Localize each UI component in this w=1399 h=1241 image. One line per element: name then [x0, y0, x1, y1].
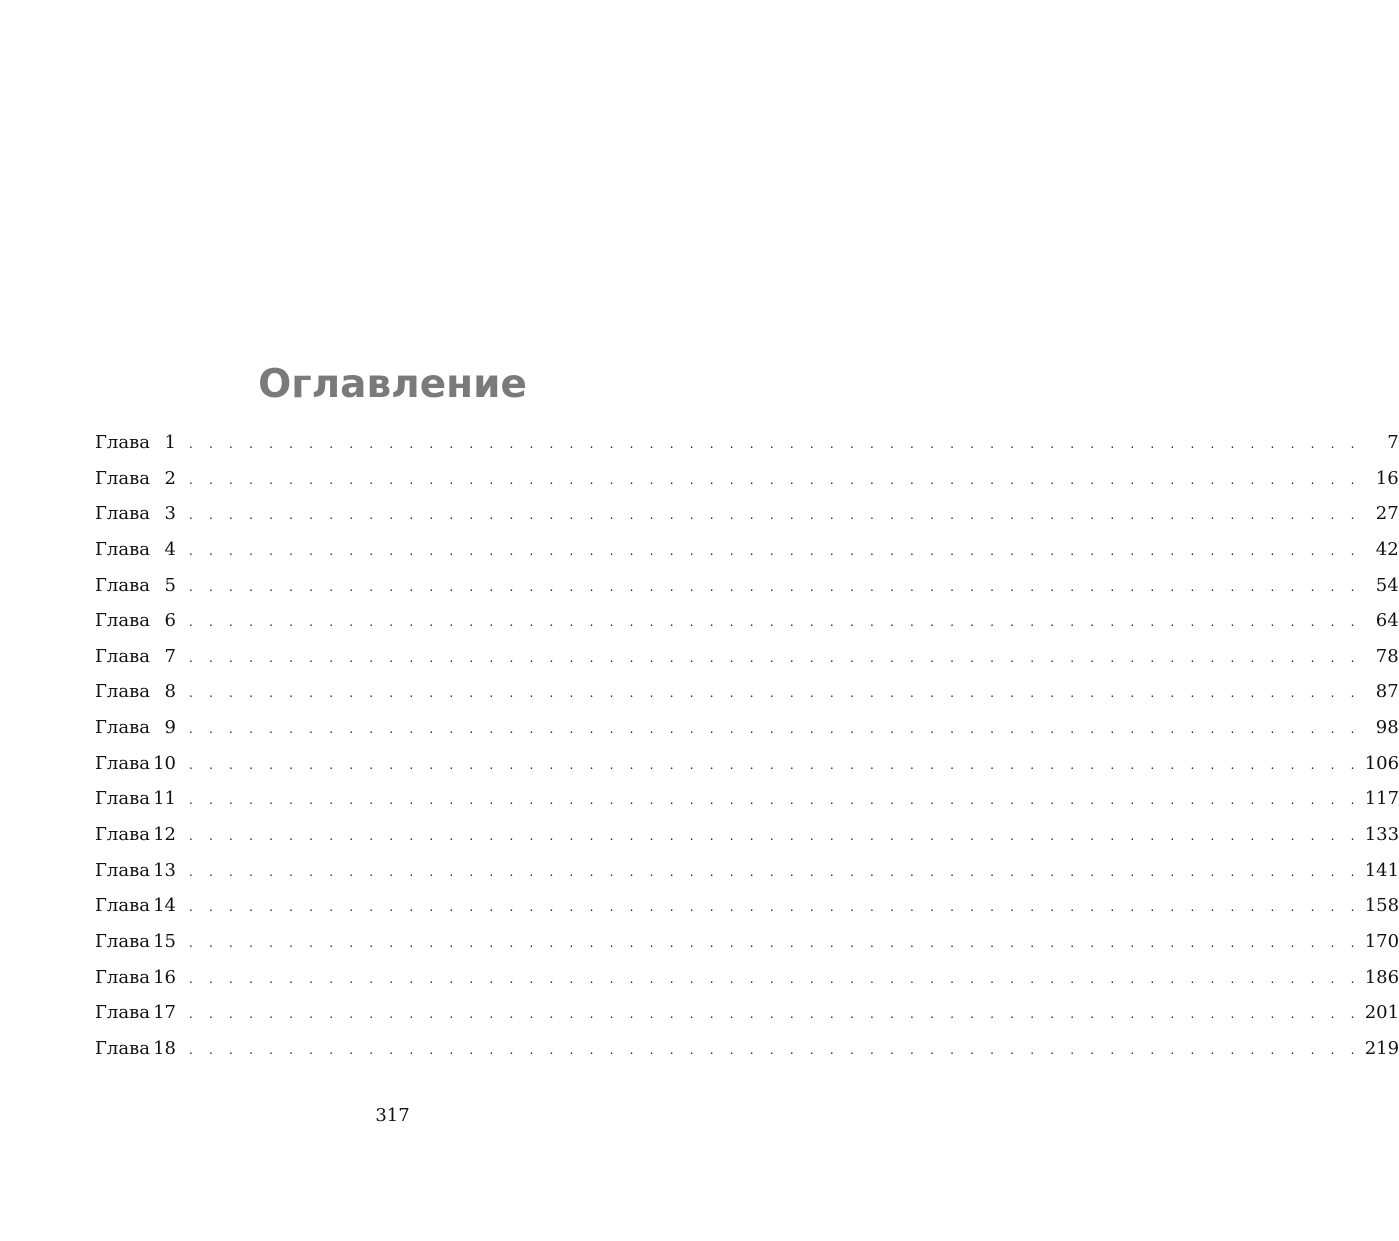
chapter-label: Глава [95, 574, 150, 596]
toc-entry[interactable] [95, 1037, 1399, 1074]
dot-leader: . . . . . . . . . . . . . . . . . . . . . . . . . . . . . . . . . . . . . . . . . . . . . . . . . . . . . . . . . . . [189, 722, 1361, 737]
chapter-number: 12 [153, 824, 176, 846]
page-number: 54 [1375, 574, 1399, 596]
toc-entry[interactable] [95, 467, 1399, 504]
dot-leader: . . . . . . . . . . . . . . . . . . . . . . . . . . . . . . . . . . . . . . . . . . . . . . . . . . . . . . . . . . . [189, 1007, 1361, 1022]
toc-entry[interactable] [95, 681, 1399, 717]
chapter-label: Глава [95, 610, 150, 632]
chapter-number: 4 [164, 538, 176, 560]
toc-entry[interactable] [95, 610, 1399, 646]
page-number: 7 [1387, 432, 1399, 453]
dot-leader: . . . . . . . . . . . . . . . . . . . . . . . . . . . . . . . . . . . . . . . . . . . . . . . . . . . . . . . . . . . [189, 757, 1361, 772]
chapter-label: Глава [95, 538, 150, 560]
chapter-number: 14 [153, 895, 176, 917]
dot-leader: . . . . . . . . . . . . . . . . . . . . . . . . . . . . . . . . . . . . . . . . . . . . . . . . . . . . . . . . . . . [189, 793, 1361, 808]
page-number: 87 [1375, 681, 1399, 703]
table-of-contents [95, 432, 1399, 1074]
chapter-number: 11 [153, 788, 176, 810]
toc-entry[interactable] [95, 538, 1399, 575]
dot-leader: . . . . . . . . . . . . . . . . . . . . . . . . . . . . . . . . . . . . . . . . . . . . . . . . . . . . . . . . . . . [189, 615, 1361, 630]
chapter-number: 10 [153, 752, 176, 774]
toc-entry[interactable] [95, 717, 1399, 753]
page-folio: 317 [375, 1105, 410, 1126]
page-number: 186 [1364, 966, 1399, 988]
page-number: 158 [1364, 895, 1399, 917]
chapter-label: Глава [95, 930, 150, 952]
page-number: 106 [1364, 752, 1399, 774]
chapter-number: 3 [164, 503, 176, 525]
dot-leader: . . . . . . . . . . . . . . . . . . . . . . . . . . . . . . . . . . . . . . . . . . . . . . . . . . . . . . . . . . . [189, 650, 1361, 665]
chapter-number: 16 [153, 966, 176, 988]
dot-leader: . . . . . . . . . . . . . . . . . . . . . . . . . . . . . . . . . . . . . . . . . . . . . . . . . . . . . . . . . . . [189, 579, 1361, 594]
page-number: 141 [1364, 859, 1399, 881]
dot-leader: . . . . . . . . . . . . . . . . . . . . . . . . . . . . . . . . . . . . . . . . . . . . . . . . . . . . . . . . . . . [189, 686, 1361, 701]
chapter-label: Глава [95, 1002, 150, 1024]
chapter-label: Глава [95, 895, 150, 917]
page-number: 117 [1364, 788, 1399, 810]
chapter-number: 15 [153, 930, 176, 952]
chapter-number: 17 [153, 1002, 176, 1024]
chapter-label: Глава [95, 859, 150, 881]
chapter-number: 7 [164, 645, 176, 667]
page-number: 27 [1375, 503, 1399, 525]
chapter-number: 8 [164, 681, 176, 703]
toc-entry[interactable] [95, 966, 1399, 1003]
dot-leader: . . . . . . . . . . . . . . . . . . . . . . . . . . . . . . . . . . . . . . . . . . . . . . . . . . . . . . . . . . . [189, 1042, 1361, 1057]
page-number: 201 [1364, 1002, 1399, 1024]
dot-leader: . . . . . . . . . . . . . . . . . . . . . . . . . . . . . . . . . . . . . . . . . . . . . . . . . . . . . . . . . . . [189, 472, 1361, 487]
chapter-label: Глава [95, 717, 150, 739]
toc-entry[interactable] [95, 930, 1399, 967]
toc-entry[interactable] [95, 503, 1399, 539]
chapter-label: Глава [95, 824, 150, 846]
dot-leader: . . . . . . . . . . . . . . . . . . . . . . . . . . . . . . . . . . . . . . . . . . . . . . . . . . . . . . . . . . . [189, 971, 1361, 986]
chapter-label: Глава [95, 645, 150, 667]
dot-leader: . . . . . . . . . . . . . . . . . . . . . . . . . . . . . . . . . . . . . . . . . . . . . . . . . . . . . . . . . . . [189, 543, 1361, 558]
page-title: Оглавление [258, 362, 527, 408]
page-number: 78 [1375, 645, 1399, 667]
chapter-label: Глава [95, 503, 150, 525]
toc-entry[interactable] [95, 752, 1399, 789]
toc-entry[interactable] [95, 788, 1399, 824]
dot-leader: . . . . . . . . . . . . . . . . . . . . . . . . . . . . . . . . . . . . . . . . . . . . . . . . . . . . . . . . . . . [189, 829, 1361, 844]
page-number: 16 [1375, 467, 1399, 489]
chapter-label: Глава [95, 1037, 150, 1059]
chapter-label: Глава [95, 432, 150, 453]
dot-leader: . . . . . . . . . . . . . . . . . . . . . . . . . . . . . . . . . . . . . . . . . . . . . . . . . . . . . . . . . . . [189, 508, 1361, 523]
toc-entry[interactable] [95, 895, 1399, 931]
chapter-number: 1 [164, 432, 176, 453]
chapter-label: Глава [95, 467, 150, 489]
chapter-number: 6 [164, 610, 176, 632]
chapter-label: Глава [95, 966, 150, 988]
toc-entry[interactable] [95, 824, 1399, 860]
page-number: 64 [1375, 610, 1399, 632]
page-number: 98 [1375, 717, 1399, 739]
chapter-number: 2 [164, 467, 176, 489]
chapter-number: 18 [153, 1037, 176, 1059]
toc-entry[interactable] [95, 574, 1399, 611]
chapter-number: 13 [153, 859, 176, 881]
toc-entry[interactable] [95, 1002, 1399, 1038]
dot-leader: . . . . . . . . . . . . . . . . . . . . . . . . . . . . . . . . . . . . . . . . . . . . . . . . . . . . . . . . . . . [189, 864, 1361, 879]
page-number: 219 [1364, 1037, 1399, 1059]
toc-entry[interactable] [95, 645, 1399, 682]
chapter-label: Глава [95, 681, 150, 703]
dot-leader: . . . . . . . . . . . . . . . . . . . . . . . . . . . . . . . . . . . . . . . . . . . . . . . . . . . . . . . . . . . [189, 935, 1361, 950]
dot-leader: . . . . . . . . . . . . . . . . . . . . . . . . . . . . . . . . . . . . . . . . . . . . . . . . . . . . . . . . . . . [189, 900, 1361, 915]
toc-entry[interactable] [95, 432, 1399, 468]
page-number: 170 [1364, 930, 1399, 952]
chapter-number: 9 [164, 717, 176, 739]
page-number: 133 [1364, 824, 1399, 846]
page-number: 42 [1375, 538, 1399, 560]
dot-leader: . . . . . . . . . . . . . . . . . . . . . . . . . . . . . . . . . . . . . . . . . . . . . . . . . . . . . . . . . . . [189, 437, 1361, 451]
toc-entry[interactable] [95, 859, 1399, 896]
chapter-label: Глава [95, 788, 150, 810]
chapter-label: Глава [95, 752, 150, 774]
chapter-number: 5 [164, 574, 176, 596]
